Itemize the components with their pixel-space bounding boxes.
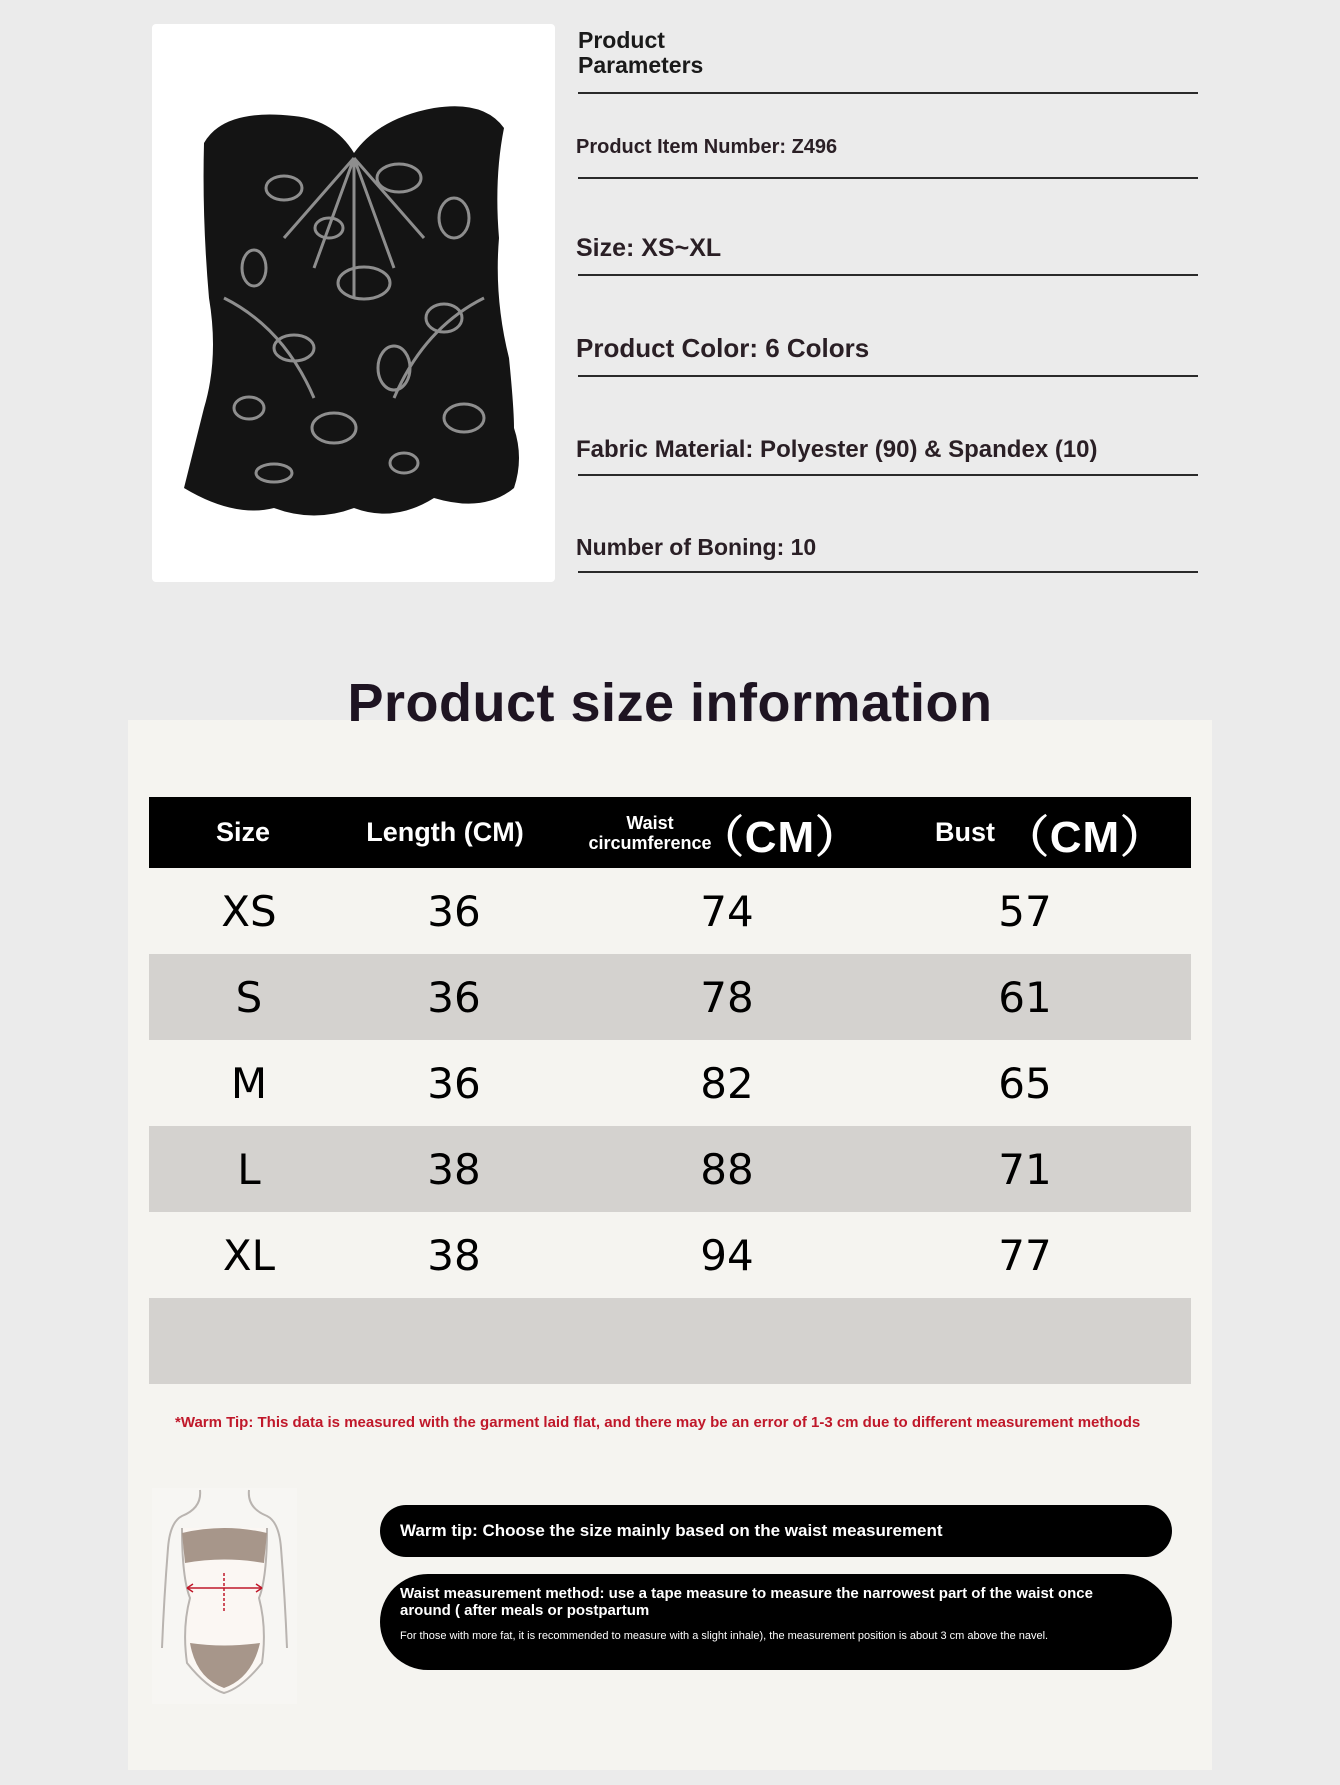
measurement-warm-tip: *Warm Tip: This data is measured with the garment laid flat, and there may be an error of 1-3 cm due to different measurement methods [175,1414,1141,1431]
table-row [149,1040,1191,1126]
cell-length: 36 [427,886,481,936]
cell-bust: 77 [998,1230,1052,1280]
header-bust-unit: （CM） [1004,812,1166,862]
parameters-title-line2: Parameters [578,52,704,78]
header-waist-line2: circumference [588,832,712,853]
cell-waist: 74 [700,886,754,936]
cell-length: 38 [427,1144,481,1194]
parameters-title-line1: Product [578,27,665,53]
divider [578,571,1198,573]
param-size: Size: XS~XL [576,234,722,262]
cell-length: 36 [427,972,481,1022]
header-size: Size [215,817,271,847]
cell-bust: 57 [998,886,1052,936]
cell-waist: 88 [700,1144,754,1194]
cell-bust: 65 [998,1058,1052,1108]
parameters-title [578,28,1198,78]
param-color: Product Color: 6 Colors [576,333,870,363]
cell-waist: 78 [700,972,754,1022]
cell-bust: 61 [998,972,1052,1022]
cell-waist: 94 [700,1230,754,1280]
header-waist-unit: （CM） [699,812,861,862]
waist-measure-figure [152,1488,297,1704]
divider [578,474,1198,476]
header-waist-line1: Waist [626,812,674,833]
body-illustration [152,1488,297,1704]
table-row-empty [149,1298,1191,1384]
corset-image [164,68,544,538]
cell-bust: 71 [998,1144,1052,1194]
table-row [149,1212,1191,1298]
cell-waist: 82 [700,1058,754,1108]
divider [578,177,1198,179]
product-photo [152,24,555,582]
param-boning: Number of Boning: 10 [576,534,817,560]
cell-size: XS [221,886,277,936]
header-bust: Bust [935,817,995,847]
tip-choose-size: Warm tip: Choose the size mainly based on the waist measurement [380,1505,1172,1557]
cell-size: S [235,972,263,1022]
param-fabric: Fabric Material: Polyester (90) & Spandex (10) [576,436,1098,463]
tip-waist-method [380,1574,1172,1670]
cell-size: L [237,1144,261,1194]
cell-length: 36 [427,1058,481,1108]
table-row [149,868,1191,954]
cell-length: 38 [427,1230,481,1280]
cell-size: M [230,1058,268,1108]
header-length: Length (CM) [366,817,524,847]
cell-size: XL [222,1230,276,1280]
divider [578,92,1198,94]
table-row [149,1126,1191,1212]
size-info-heading: Product size information [347,673,993,733]
tip-waist-method-text: Waist measurement method: use a tape measure to measure the narrowest part of the waist once around ( after meals or postpartum [400,1585,1093,1619]
tip-waist-method-note: For those with more fat, it is recommended to measure with a slight inhale), the measurement position is about 3 cm above the navel. [400,1630,1049,1642]
param-item-number: Product Item Number: Z496 [576,136,838,158]
divider [578,375,1198,377]
table-row [149,954,1191,1040]
divider [578,274,1198,276]
